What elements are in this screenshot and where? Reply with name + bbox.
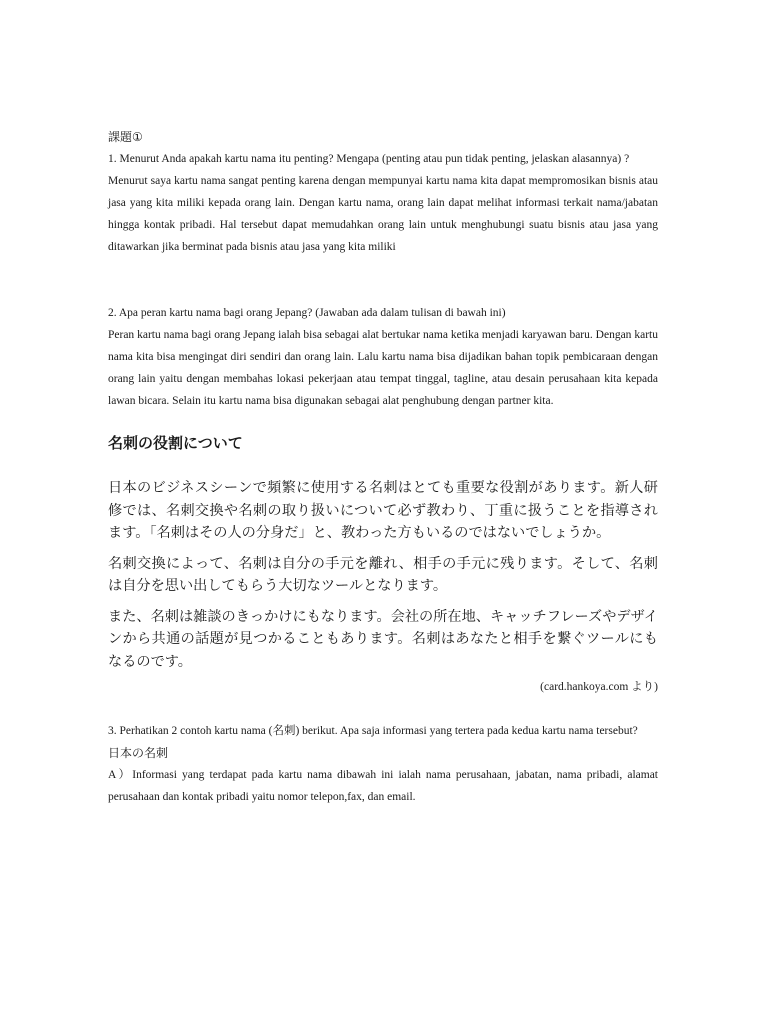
question-3-subheading: 日本の名刺 bbox=[108, 746, 169, 760]
question-1-block bbox=[108, 148, 658, 258]
answer-2-text: Peran kartu nama bagi orang Jepang ialah bisa sebagai alat bertukar nama ketika menjadi karyawan baru. Dengan kartu nama kita bisa mengingat diri sendiri dan orang lain. Lalu kartu nama bisa dijadikan bahan topik pembicaraan dengan orang lain yaitu dengan membahas lokasi pekerjaan atau tempat tinggal, tagline, atau desain perusahaan kita kepada lawan bicara. Selain itu kartu nama bisa digunakan sebagai alat penghubung dengan partner kita. bbox=[108, 329, 658, 407]
article-paragraph-3: また、名刺は雑談のきっかけにもなります。会社の所在地、キャッチフレーズやデザインから共通の話題が見つかることもあります。名刺はあなたと相手を繋ぐツールにもなるのです。 bbox=[108, 608, 658, 670]
question-3-block bbox=[108, 720, 658, 808]
question-2-block bbox=[108, 302, 658, 412]
answer-3-text: A）Informasi yang terdapat pada kartu nama dibawah ini ialah nama perusahaan, jabatan, nama pribadi, alamat perusahaan dan kontak pribadi yaitu nomor telepon,fax, dan email. bbox=[108, 769, 658, 803]
answer-1-text: Menurut saya kartu nama sangat penting karena dengan mempunyai kartu nama kita dapat mempromosikan bisnis atau jasa yang kita miliki kepada orang lain. Dengan kartu nama, orang lain dapat melihat informasi terkait nama/jabatan hingga kontak pribadi. Hal tersebut dapat memudahkan orang lain untuk menghubungi suatu bisnis atau jasa yang ditawarkan jika berminat pada bisnis atau jasa yang kita miliki bbox=[108, 175, 658, 253]
article-source: (card.hankoya.com より) bbox=[540, 681, 658, 693]
article-heading: 名刺の役割について bbox=[108, 434, 243, 452]
question-3-text: 3. Perhatikan 2 contoh kartu nama (名刺) berikut. Apa saja informasi yang tertera pada kedua kartu nama tersebut? bbox=[108, 725, 638, 737]
task-title: 課題① bbox=[108, 130, 143, 144]
article-block bbox=[108, 432, 658, 697]
article-paragraph-1: 日本のビジネスシーンで頻繁に使用する名刺はとても重要な役割があります。新人研修では、名刺交換や名刺の取り扱いについて必ず教わり、丁重に扱うことを指導されます。「名刺はその人の分身だ」と、教わった方もいるのではないでしょうか。 bbox=[108, 480, 658, 541]
question-2-text: 2. Apa peran kartu nama bagi orang Jepang? (Jawaban ada dalam tulisan di bawah ini) bbox=[108, 307, 506, 319]
article-paragraph-2: 名刺交換によって、名刺は自分の手元を離れ、相手の手元に残ります。そして、名刺は自分を思い出してもらう大切なツールとなります。 bbox=[108, 555, 658, 594]
task-title-block bbox=[108, 126, 658, 148]
question-1-text: 1. Menurut Anda apakah kartu nama itu penting? Mengapa (penting atau pun tidak penting, jelaskan alasannya) ? bbox=[108, 153, 630, 165]
